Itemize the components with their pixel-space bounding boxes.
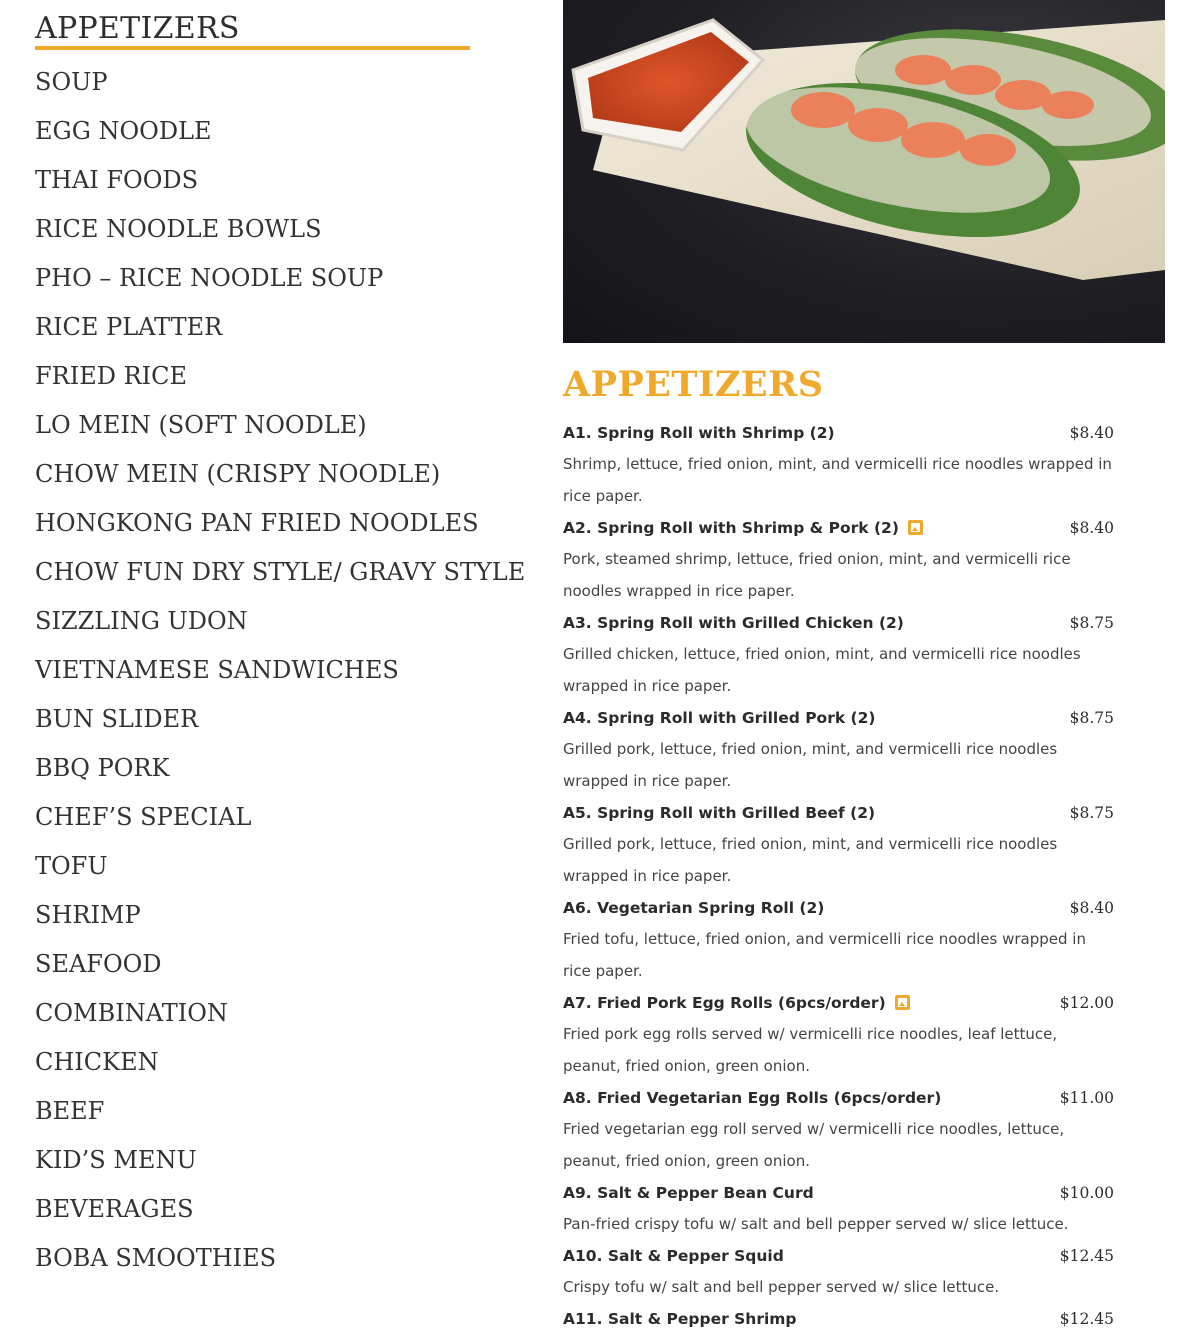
hero-image-spring-rolls: [563, 0, 1165, 343]
menu-item-price: $12.45: [1059, 1309, 1114, 1328]
menu-item-price: $8.40: [1069, 898, 1114, 917]
menu-item-name: [563, 424, 835, 442]
menu-item-name: [563, 614, 904, 632]
sidebar-item[interactable]: SEAFOOD: [35, 950, 162, 978]
sidebar-item[interactable]: EGG NOODLE: [35, 117, 212, 145]
menu-item-name: [563, 899, 824, 917]
menu-item-name: [563, 1184, 814, 1202]
menu-item-name-text: A1. Spring Roll with Shrimp (2): [563, 423, 835, 442]
menu-items-list: [563, 417, 1114, 1334]
menu-item-description: Fried pork egg rolls served w/ vermicelli rice noodles, leaf lettuce, peanut, fried onion, green onion.: [563, 1025, 1058, 1075]
menu-item-price: $10.00: [1059, 1183, 1114, 1202]
menu-item-description: Pan-fried crispy tofu w/ salt and bell pepper served w/ slice lettuce.: [563, 1215, 1069, 1233]
menu-item-price: $11.00: [1059, 1088, 1114, 1107]
sidebar-item[interactable]: CHEF’S SPECIAL: [35, 803, 252, 831]
sidebar-item[interactable]: VIETNAMESE SANDWICHES: [35, 656, 399, 684]
sidebar-item[interactable]: CHOW MEIN (CRISPY NOODLE): [35, 460, 441, 488]
menu-item-description: Fried tofu, lettuce, fried onion, and vermicelli rice noodles wrapped in rice paper.: [563, 930, 1086, 980]
menu-item-name: [563, 804, 875, 822]
sidebar-item-appetizers-active[interactable]: APPETIZERS: [35, 0, 470, 50]
sidebar-item[interactable]: CHOW FUN DRY STYLE/ GRAVY STYLE: [35, 558, 526, 586]
menu-item: [563, 892, 1114, 987]
menu-item-header: [563, 892, 1114, 923]
menu-item-price: $12.45: [1059, 1246, 1114, 1265]
menu-item-description: Fried vegetarian egg roll served w/ vermicelli rice noodles, lettuce, peanut, fried onion, green onion.: [563, 1120, 1065, 1170]
menu-item: [563, 702, 1114, 797]
menu-item-name-text: A11. Salt & Pepper Shrimp: [563, 1309, 797, 1328]
sidebar-item[interactable]: SOUP: [35, 68, 108, 96]
photo-icon[interactable]: [895, 995, 910, 1010]
sidebar-item[interactable]: LO MEIN (SOFT NOODLE): [35, 411, 367, 439]
menu-item-name-text: A8. Fried Vegetarian Egg Rolls (6pcs/order): [563, 1088, 942, 1107]
sidebar-item[interactable]: FRIED RICE: [35, 362, 188, 390]
menu-item-price: $8.75: [1069, 708, 1114, 727]
menu-item-header: [563, 797, 1114, 828]
menu-item-description: Crispy tofu w/ salt and bell pepper served w/ slice lettuce.: [563, 1278, 1000, 1296]
menu-item: [563, 417, 1114, 512]
menu-item: [563, 1177, 1114, 1240]
sidebar-item[interactable]: SIZZLING UDON: [35, 607, 248, 635]
menu-item-name-text: A6. Vegetarian Spring Roll (2): [563, 898, 825, 917]
sidebar-item[interactable]: RICE PLATTER: [35, 313, 223, 341]
section-title: APPETIZERS: [563, 364, 824, 405]
sidebar-item[interactable]: BEVERAGES: [35, 1195, 194, 1223]
menu-item-name: [563, 519, 923, 537]
menu-item: [563, 1240, 1114, 1303]
spring-rolls-illustration: [563, 0, 1165, 343]
sidebar-item[interactable]: PHO – RICE NOODLE SOUP: [35, 264, 384, 292]
sidebar-item[interactable]: BOBA SMOOTHIES: [35, 1244, 277, 1272]
menu-item: [563, 1082, 1114, 1177]
menu-item-description: Shrimp, lettuce, fried onion, mint, and vermicelli rice noodles wrapped in rice paper.: [563, 455, 1112, 505]
menu-content: [563, 0, 1165, 1334]
menu-item-price: $8.40: [1069, 518, 1114, 537]
menu-item-header: [563, 702, 1114, 733]
sidebar-list: [35, 58, 526, 1283]
menu-item-description: Grilled chicken, lettuce, fried onion, mint, and vermicelli rice noodles wrapped in rice paper.: [563, 645, 1081, 695]
sidebar-item[interactable]: COMBINATION: [35, 999, 228, 1027]
menu-item-name: [563, 1247, 784, 1265]
menu-item-name-text: A3. Spring Roll with Grilled Chicken (2): [563, 613, 904, 632]
menu-item-header: [563, 987, 1114, 1018]
menu-item-name-text: A2. Spring Roll with Shrimp & Pork (2): [563, 518, 899, 537]
menu-item-header: [563, 607, 1114, 638]
menu-item-name-text: A9. Salt & Pepper Bean Curd: [563, 1183, 814, 1202]
menu-item-header: [563, 417, 1114, 448]
sidebar-item[interactable]: CHICKEN: [35, 1048, 159, 1076]
menu-item-name-text: A4. Spring Roll with Grilled Pork (2): [563, 708, 876, 727]
sidebar-item[interactable]: RICE NOODLE BOWLS: [35, 215, 322, 243]
menu-item-price: $8.75: [1069, 803, 1114, 822]
sidebar-item[interactable]: KID’S MENU: [35, 1146, 197, 1174]
menu-item-description: Pork, steamed shrimp, lettuce, fried onion, mint, and vermicelli rice noodles wrapped in rice paper.: [563, 550, 1071, 600]
sidebar-item[interactable]: BUN SLIDER: [35, 705, 199, 733]
menu-item: [563, 797, 1114, 892]
menu-item-header: [563, 1240, 1114, 1271]
menu-item-name: [563, 709, 876, 727]
category-sidebar: [35, 0, 526, 1283]
menu-item-header: [563, 1082, 1114, 1113]
sidebar-item[interactable]: TOFU: [35, 852, 108, 880]
menu-item-name-text: A10. Salt & Pepper Squid: [563, 1246, 784, 1265]
menu-item: [563, 607, 1114, 702]
sidebar-item[interactable]: BEEF: [35, 1097, 105, 1125]
sidebar-item[interactable]: BBQ PORK: [35, 754, 170, 782]
menu-item-name: [563, 994, 910, 1012]
menu-item-header: [563, 1177, 1114, 1208]
menu-item-price: $8.75: [1069, 613, 1114, 632]
sidebar-item[interactable]: HONGKONG PAN FRIED NOODLES: [35, 509, 479, 537]
menu-item-name-text: A5. Spring Roll with Grilled Beef (2): [563, 803, 876, 822]
sidebar-item[interactable]: SHRIMP: [35, 901, 141, 929]
photo-icon[interactable]: [908, 520, 923, 535]
menu-item-description: Grilled pork, lettuce, fried onion, mint, and vermicelli rice noodles wrapped in rice paper.: [563, 740, 1058, 790]
menu-item-header: [563, 512, 1114, 543]
menu-item: [563, 512, 1114, 607]
menu-item: [563, 987, 1114, 1082]
menu-item-price: $8.40: [1069, 423, 1114, 442]
menu-item-name: [563, 1089, 941, 1107]
menu-item-description: Grilled pork, lettuce, fried onion, mint, and vermicelli rice noodles wrapped in rice paper.: [563, 835, 1058, 885]
menu-item-name-text: A7. Fried Pork Egg Rolls (6pcs/order): [563, 993, 886, 1012]
sidebar-item[interactable]: THAI FOODS: [35, 166, 199, 194]
menu-item-price: $12.00: [1059, 993, 1114, 1012]
